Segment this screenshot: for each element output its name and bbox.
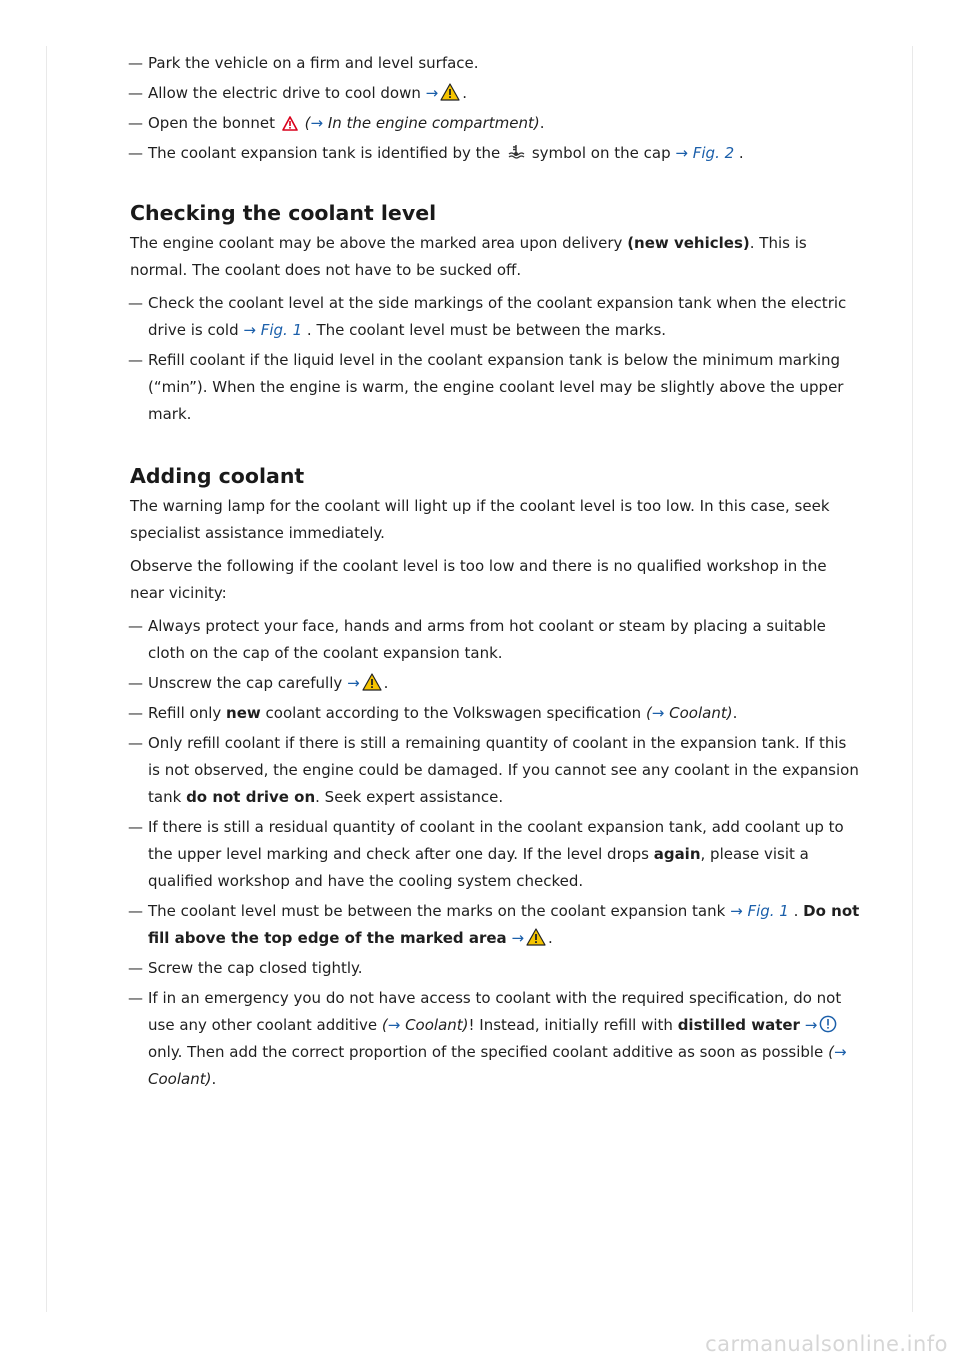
step-between-marks: — The coolant level must be between the marks on the coolant expansion tank → Fig. 1 . Do not fill above the top edge of the marked area → . — [130, 898, 860, 952]
engine-compartment-link[interactable]: (→ In the engine compartment) — [304, 114, 540, 132]
adding-para-1: The warning lamp for the coolant will light up if the coolant level is too low. In this case, seek specialist assistance immediately. — [130, 497, 830, 542]
step-identify-tank: — The coolant expansion tank is identified by the symbol on the cap → Fig. 2 . — [130, 140, 860, 167]
heading-checking-coolant: Checking the coolant level — [130, 201, 437, 225]
step-unscrew-cap: — Unscrew the cap carefully → . — [130, 670, 860, 697]
step-protect-face: — Always protect your face, hands and arms from hot coolant or steam by placing a suitable cloth on the cap of the coolant expansion tank. — [130, 613, 860, 667]
step-open-bonnet: — Open the bonnet (→ In the engine compartment). — [130, 110, 860, 137]
warning-triangle-icon[interactable] — [362, 673, 382, 691]
arrow-icon: → — [425, 84, 439, 102]
warning-triangle-outline-icon[interactable] — [282, 116, 298, 131]
coolant-link[interactable]: (→ Coolant) — [148, 1043, 847, 1088]
checking-steps — [130, 290, 860, 428]
checking-intro: The engine coolant may be above the marked area upon delivery (new vehicles). This is normal. The coolant does not have to be sucked off. — [130, 234, 807, 279]
warning-triangle-icon[interactable] — [440, 83, 460, 101]
page-border-left — [46, 46, 47, 1312]
step-check-level: — Check the coolant level at the side markings of the coolant expansion tank when the electric drive is cold → Fig. 1 . The coolant level must be between the marks. — [130, 290, 860, 344]
intro-steps — [130, 50, 860, 167]
coolant-link[interactable]: (→ Coolant) — [645, 704, 733, 722]
coolant-link[interactable]: (→ Coolant) — [381, 1016, 469, 1034]
step-refill-if-low: — Refill coolant if the liquid level in the coolant expansion tank is below the minimum marking (“min”). When the engine is warm, the engine coolant level may be slightly above the upper mark. — [130, 347, 860, 428]
fig-1-link[interactable]: Fig. 1 — [747, 902, 789, 920]
step-remaining-quantity: — Only refill coolant if there is still a remaining quantity of coolant in the expansion tank. If this is not observed, the engine could be damaged. If you cannot see any coolant in the expansion tank do not drive on. Seek expert assistance. — [130, 730, 860, 811]
step-refill-new-coolant: — Refill only new coolant according to the Volkswagen specification (→ Coolant). — [130, 700, 860, 727]
page-border-right — [912, 46, 913, 1312]
watermark: carmanualsonline.info — [705, 1332, 948, 1356]
step-screw-cap: — Screw the cap closed tightly. — [130, 955, 860, 982]
notice-info-icon[interactable] — [819, 1015, 837, 1033]
fig-1-link[interactable]: Fig. 1 — [260, 321, 303, 339]
adding-para-2: Observe the following if the coolant level is too low and there is no qualified workshop in the near vicinity: — [130, 557, 827, 602]
fig-2-link[interactable]: Fig. 2 — [692, 144, 735, 162]
coolant-symbol-icon — [507, 144, 525, 160]
step-park-vehicle: — Park the vehicle on a firm and level surface. — [130, 50, 860, 77]
step-emergency-refill: — If in an emergency you do not have access to coolant with the required specification, do not use any other coolant additive (→ Coolant)! Instead, initially refill with distilled water → only. Then add the correct proportion of the specified coolant additive as soon as possible (→ Coolant). — [130, 985, 860, 1093]
warning-triangle-icon[interactable] — [526, 928, 546, 946]
step-residual-quantity: — If there is still a residual quantity of coolant in the coolant expansion tank, add coolant up to the upper level marking and check after one day. If the level drops again, please visit a qualified workshop and have the cooling system checked. — [130, 814, 860, 895]
adding-steps — [130, 613, 860, 1093]
step-cool-down: — Allow the electric drive to cool down → . — [130, 80, 860, 107]
manual-page — [130, 50, 860, 1096]
heading-adding-coolant: Adding coolant — [130, 464, 305, 488]
